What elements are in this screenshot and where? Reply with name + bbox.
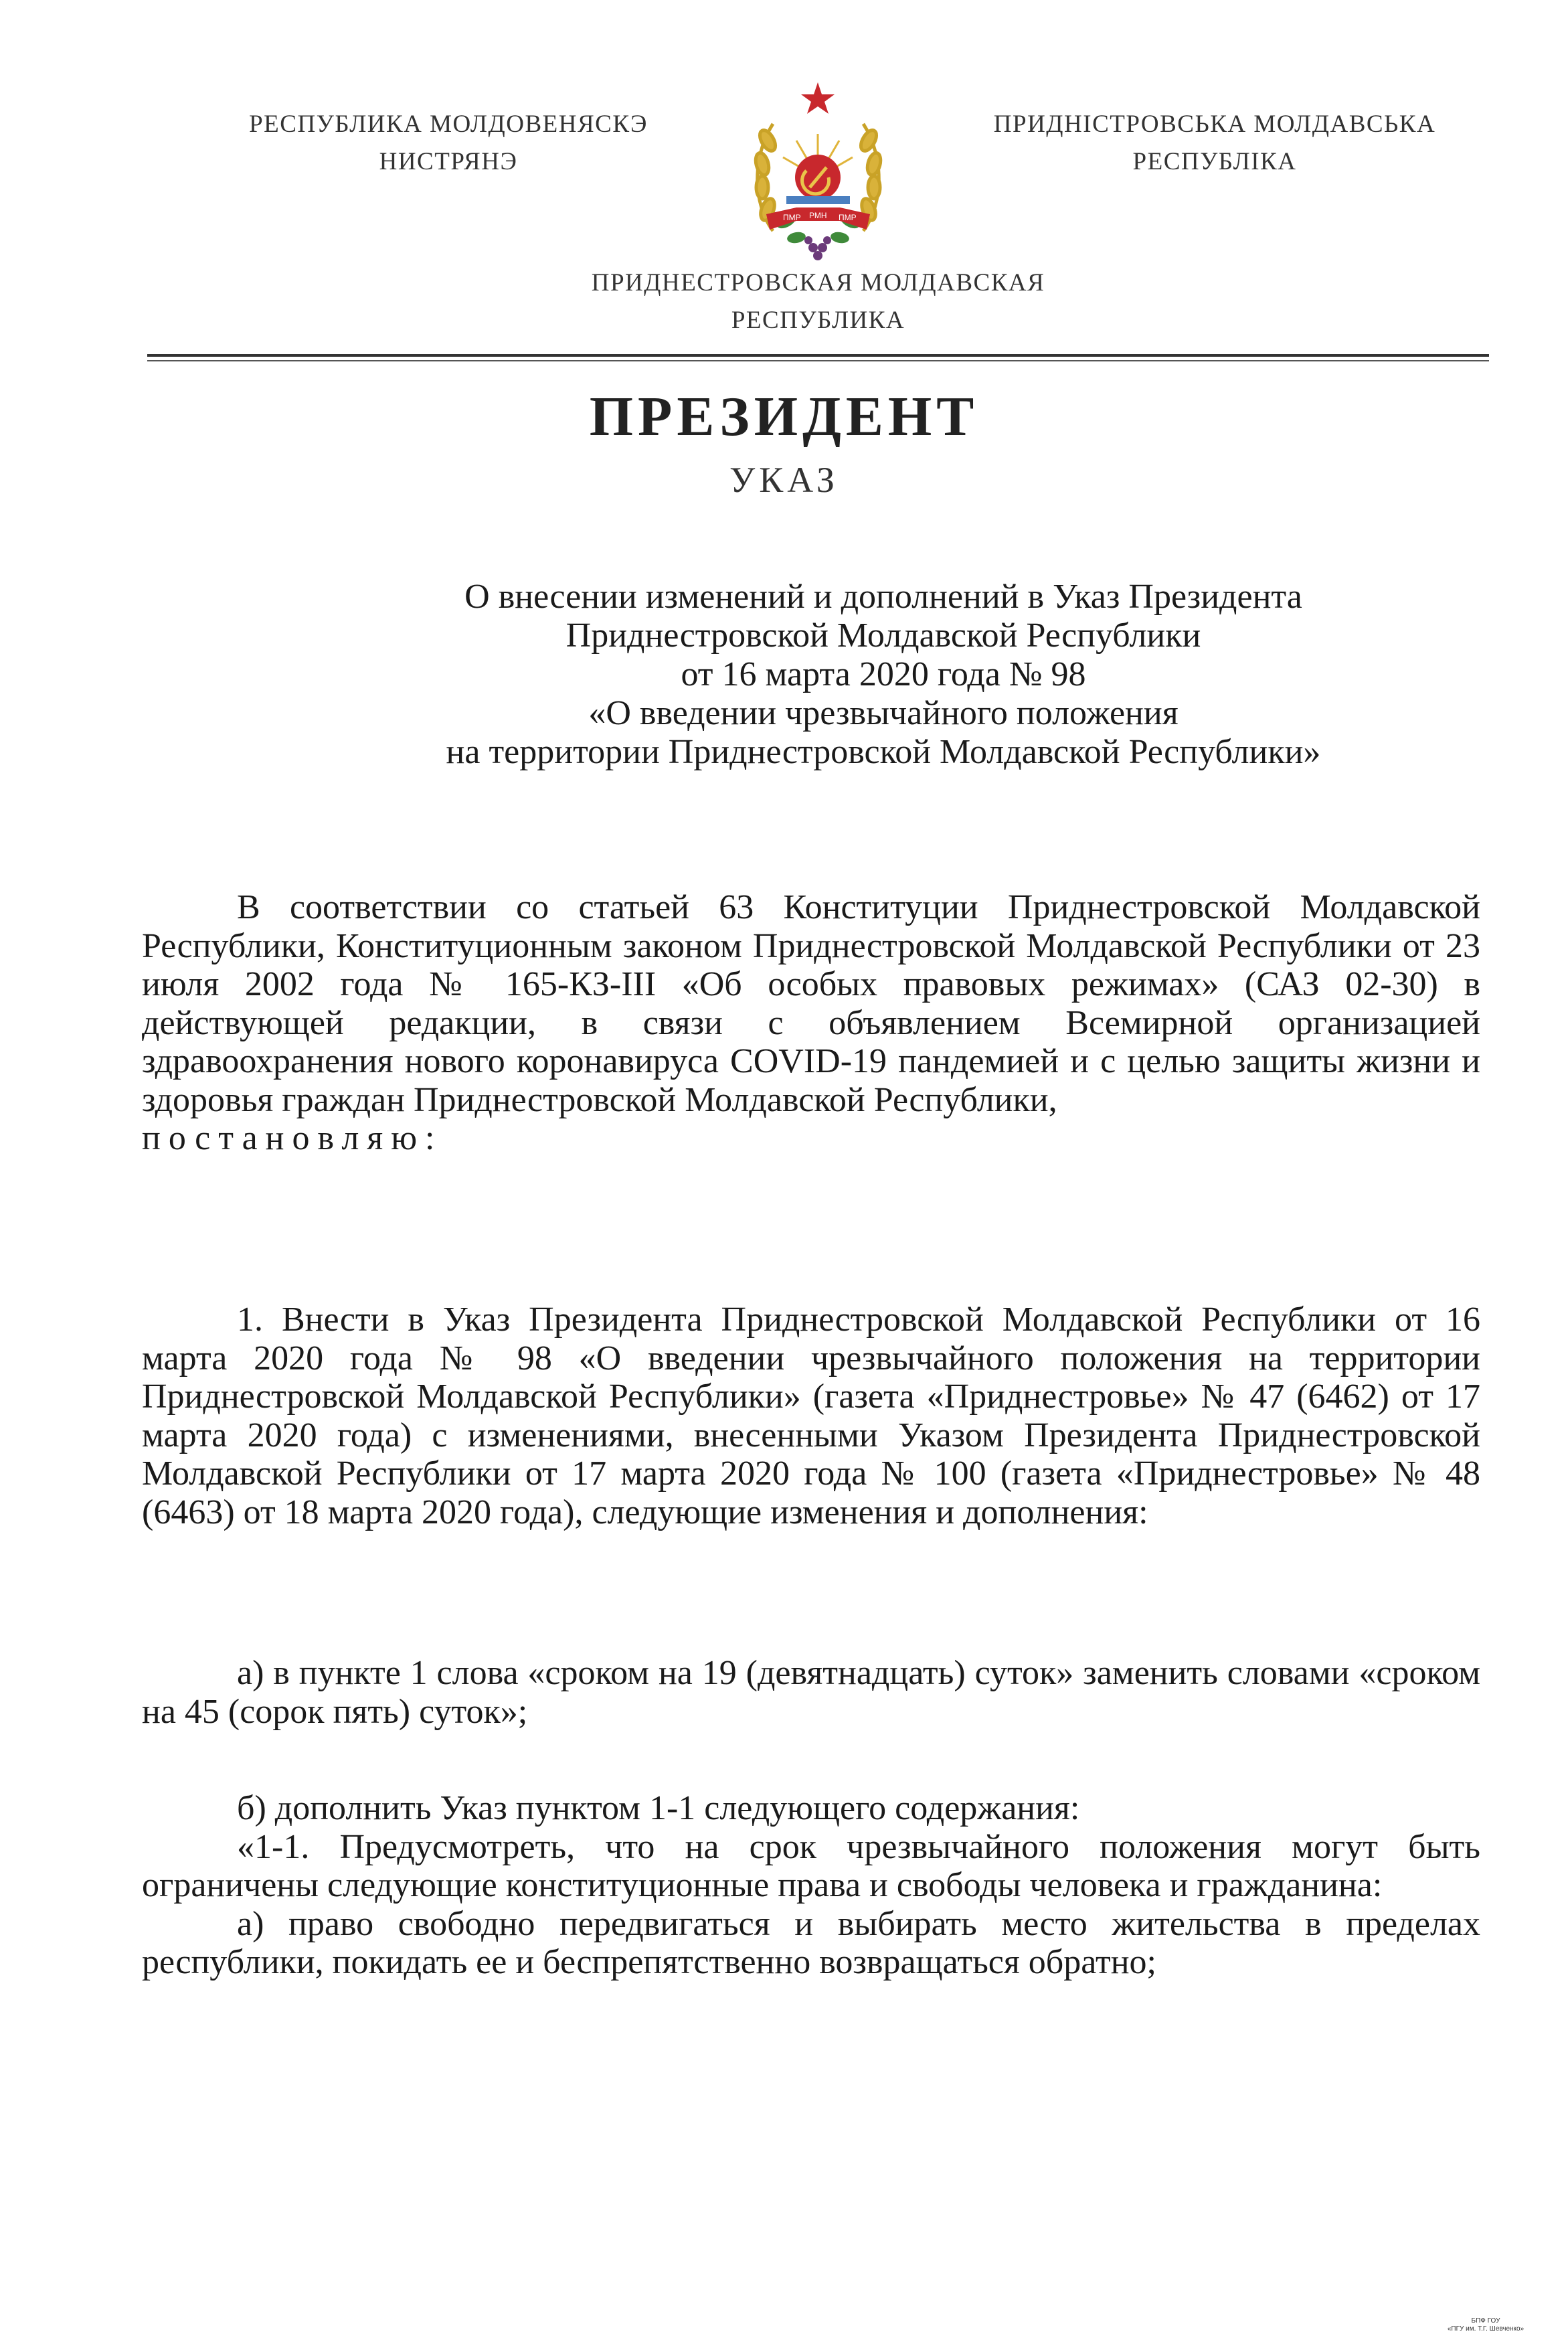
- header-right-line1: ПРИДНІСТРОВСЬКА МОЛДАВСЬКА: [993, 110, 1436, 138]
- emblem-star: [801, 82, 835, 114]
- preamble-text: В соответствии со статьей 63 Конституции Приднестровской Молдавской Республики, Конституционным законом Приднестровской Молдавской Республики от 23 июля 2002 года № 165-КЗ-III «Об особых правовых режимах» (САЗ 02-30) в действующей редакции, в связи с объявлением Всемирной организацией здравоохранения нового коронавируса COVID-19 пандемией и с целью защиты жизни и здоровья граждан Приднестровской Молдавской Республики,: [142, 888, 1480, 1119]
- header-left-name: [201, 106, 696, 181]
- ribbon-center-text: РМН: [809, 211, 827, 220]
- item-b-subitem-a: а) право свободно передвигаться и выбирать место жительства в пределах республики, покидать ее и беспрепятственно возвращаться обратно;: [142, 1904, 1480, 1981]
- item-a-text: а) в пункте 1 слова «сроком на 19 (девятнадцать) суток» заменить словами «сроком на 45 (сорок пять) суток»;: [142, 1654, 1480, 1731]
- title-line-4: «О введении чрезвычайного положения: [588, 694, 1179, 732]
- preamble-section: [142, 888, 1480, 1158]
- decree-word: постановляю:: [142, 1119, 443, 1157]
- header-right-line2: РЕСПУБЛІКА: [1132, 148, 1297, 175]
- title-line-3: от 16 марта 2020 года № 98: [681, 655, 1086, 693]
- title-line-1: О внесении изменений и дополнений в Указ Президента: [464, 578, 1302, 616]
- document-issuer: ПРЕЗИДЕНТ: [589, 386, 979, 448]
- header-left-line1: РЕСПУБЛИКА МОЛДОВЕНЯСКЭ: [249, 110, 648, 138]
- stamp-line-2: «ПГУ им. Т.Г. Шевченко»: [1447, 2325, 1525, 2333]
- emblem-icon: [733, 77, 903, 271]
- item-b-intro: б) дополнить Указ пунктом 1-1 следующего содержания:: [237, 1789, 1080, 1827]
- stamp-line-1: БПФ ГОУ: [1471, 2317, 1500, 2325]
- ribbon-left-text: ПМР: [783, 213, 801, 222]
- title-line-5: на территории Приднестровской Молдавской Республики»: [446, 733, 1321, 771]
- header-right-name: [930, 106, 1499, 181]
- item-1-section: [142, 1300, 1480, 1531]
- document-type: УКАЗ: [729, 460, 839, 500]
- header-center-name: [535, 264, 1101, 339]
- title-line-2: Приднестровской Молдавской Республики: [565, 616, 1201, 655]
- document-title: [281, 578, 1486, 772]
- library-stamp: [1412, 2317, 1559, 2333]
- item-b-text: «1-1. Предусмотреть, что на срок чрезвычайного положения могут быть ограничены следующие конституционные права и свободы человека и гражданина:: [142, 1827, 1480, 1904]
- header-center-line1: ПРИДНЕСТРОВСКАЯ МОЛДАВСКАЯ: [591, 269, 1045, 297]
- item-b-section: [142, 1789, 1480, 1982]
- header-divider-thin: [147, 360, 1489, 361]
- header-divider-thick: [147, 354, 1489, 357]
- header-center-line2: РЕСПУБЛИКА: [731, 307, 905, 334]
- state-emblem: [733, 77, 903, 271]
- header-left-line2: НИСТРЯНЭ: [379, 148, 518, 175]
- item-1-text: 1. Внести в Указ Президента Приднестровской Молдавской Республики от 16 марта 2020 года № 98 «О введении чрезвычайного положения на территории Приднестровской Молдавской Республики» (газета «Приднестровье» № 47 (6462) от 17 марта 2020 года) с изменениями, внесенными Указом Президента Приднестровской Молдавской Республики от 17 марта 2020 года № 100 (газета «Приднестровье» № 48 (6463) от 18 марта 2020 года), следующие изменения и дополнения:: [142, 1300, 1480, 1531]
- item-a-section: [142, 1654, 1480, 1731]
- ribbon-right-text: ПМР: [839, 213, 857, 222]
